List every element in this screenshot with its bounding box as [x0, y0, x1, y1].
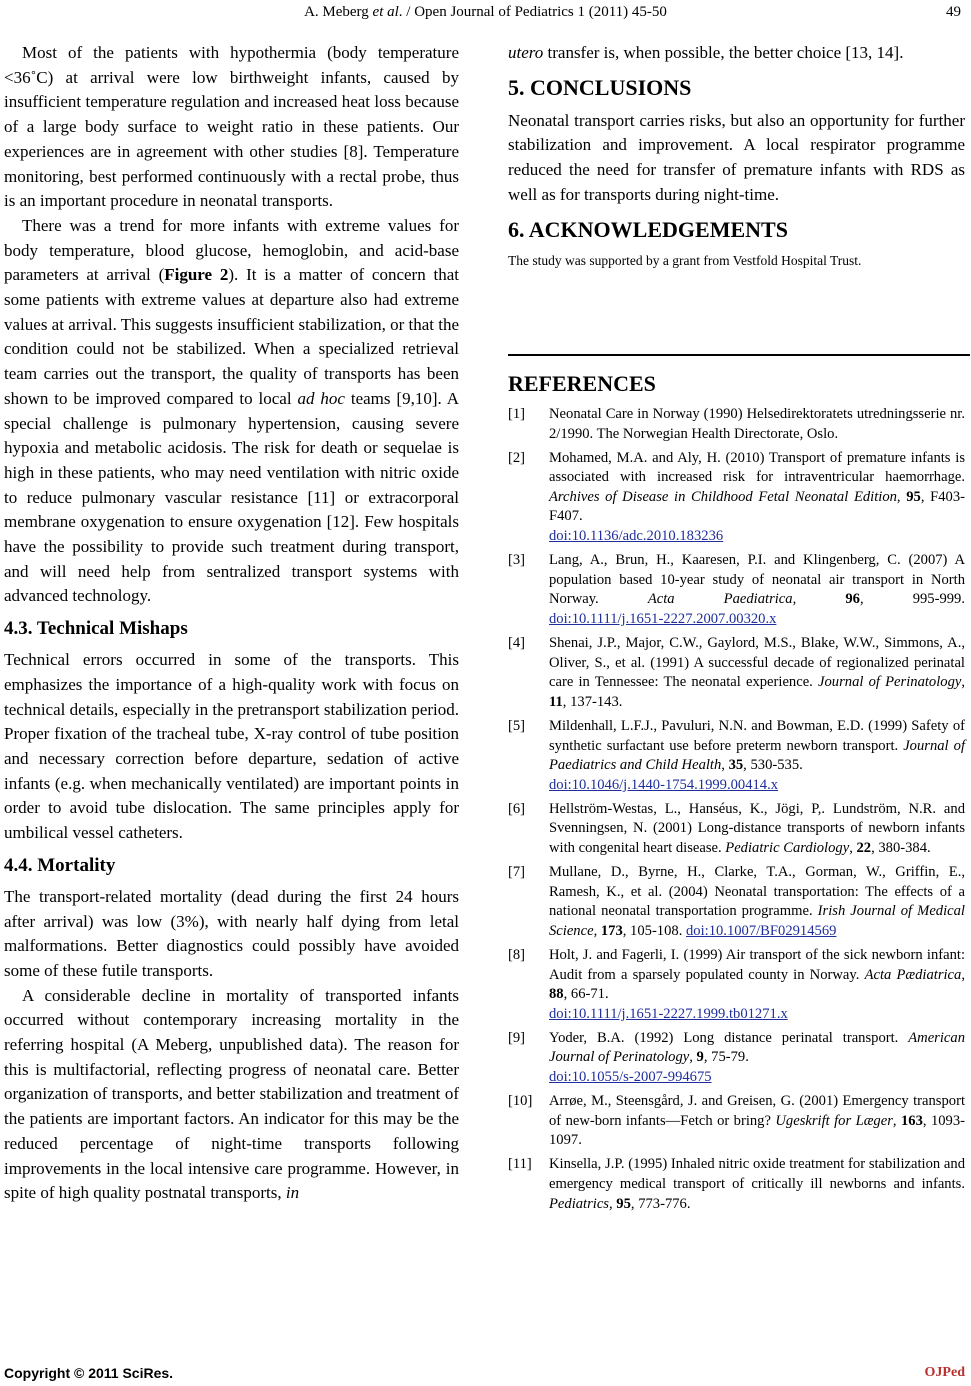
section-heading-acknowledgements: 6. ACKNOWLEDGEMENTS — [508, 216, 788, 242]
text-span: A considerable decline in mortality of transported infants occurred without contemporary increasing mortality in the referring hospital (A Meberg, unpublished data). The reason for this is multifactorial, reflecting progress of neonatal care. Better organization of transports, and better stabilization and treatment of the patients are important factors. An indicator for this may be the reduced percentage of night-time transports following improvements in the local intensive care programme. However, in spite of high quality postnatal transports, — [4, 985, 459, 1203]
text-span: , F403-F407. — [549, 488, 965, 525]
doi-link[interactable]: doi:10.1136/adc.2010.183236 — [549, 528, 724, 545]
reference-journal: Pediatrics — [549, 1195, 609, 1212]
reference-volume: 95 — [906, 488, 921, 505]
figure-reference: Figure 2 — [164, 265, 229, 285]
reference-number: [5] — [508, 717, 526, 734]
reference-volume: 9 — [696, 1049, 704, 1066]
text-span: , 995-999. — [859, 591, 966, 608]
running-head-authors: A. Meberg — [304, 4, 373, 20]
reference-volume: 163 — [900, 1112, 923, 1129]
text-span: Mohamed, M.A. and Aly, H. (2010) Transport of premature infants is associated with increased risk for intraventricular haemorrhage. — [549, 449, 965, 486]
reference-text — [549, 946, 965, 1024]
running-header — [0, 2, 971, 24]
paragraph-acknowledgements: The study was supported by a grant from Vestfold Hospital Trust. — [508, 252, 862, 268]
text-span: Mullane, D., Byrne, H., Clarke, T.A., Gorman, W., Griffin, E., Ramesh, K., et al. (2004) Neonatal transportation: The effects of a national neonatal transportation programme. — [549, 864, 965, 920]
reference-journal: American Journal of Perinatology — [549, 1029, 965, 1066]
reference-journal: Irish Journal of Medical Science — [549, 903, 965, 939]
text-span: Arrøe, M., Steensgård, J. and Greisen, G. (2001) Emergency transport of new-born infants—Fetch or bring? — [549, 1093, 965, 1129]
reference-text — [549, 863, 965, 941]
reference-text — [549, 1092, 965, 1151]
section-divider — [508, 354, 970, 356]
doi-link[interactable]: doi:10.1007/BF02914569 — [686, 922, 837, 939]
italic-term: in — [285, 1183, 300, 1203]
text-span: , — [689, 1049, 697, 1066]
reference-text — [549, 1029, 965, 1088]
journal-abbreviation: OJPed — [924, 1365, 965, 1380]
text-span: , — [721, 757, 729, 774]
text-span: Kinsella, J.P. (1995) Inhaled nitric oxide treatment for stabilization and emergency medical transport of critically ill newborns and infants. — [549, 1156, 965, 1192]
right-column — [508, 41, 965, 271]
paragraph-technical-errors: Technical errors occurred in some of the transports. This emphasizes the importance of a high-quality work with focus on technical details, especially in the pretransport stabilization period. Proper fixation of the tracheal tube, X-ray control of tube position and necessary correction before departure, sedation of active infants (e.g. when mechanically ventilated) are important points in order to avoid tube dislocation. The same principles apply for umbilical vessel catheters. — [4, 650, 459, 843]
text-span: Neonatal Care in Norway (1990) Helsedirektoratets utredningsserie nr. 2/1990. The Norwegian Health Directorate, Oslo. — [549, 406, 965, 442]
reference-volume: 22 — [856, 839, 872, 856]
running-head-etal: et al — [372, 4, 399, 20]
reference-volume: 88 — [549, 986, 564, 1003]
reference-item — [508, 717, 965, 795]
text-span: , — [849, 839, 857, 856]
paragraph-extreme-values — [4, 214, 459, 609]
running-head-journal: . / Open Journal of Pediatrics 1 (2011) 45-50 — [398, 4, 667, 20]
reference-number: [11] — [508, 1156, 532, 1173]
reference-journal: Archives of Disease in Childhood Fetal Neonatal Edition — [549, 488, 897, 505]
text-span: , — [892, 1112, 901, 1129]
left-column — [4, 41, 459, 1206]
text-span: Holt, J. and Fagerli, I. (1999) Air transport of the sick newborn infant: Audit from a sparsely populated county in Norway. — [549, 946, 965, 983]
reference-item — [508, 1092, 965, 1151]
reference-text — [549, 634, 965, 712]
reference-item — [508, 405, 965, 444]
paragraph-mortality: The transport-related mortality (dead during the first 24 hours after arrival) was low (3%), with nearly half dying from letal malformations. Better diagnostics could possibly have avoided some of these futile transports. — [4, 886, 459, 980]
reference-number: [4] — [508, 635, 526, 652]
text-span: Mildenhall, L.F.J., Pavuluri, N.N. and Bowman, E.D. (1999) Safety of synthetic surfactant use before preterm newborn transport. — [549, 717, 965, 754]
reference-volume: 11 — [549, 693, 563, 710]
reference-text — [549, 800, 965, 859]
reference-text — [549, 405, 965, 444]
doi-link[interactable]: doi:10.1111/j.1651-2227.1999.tb01271.x — [549, 1005, 788, 1022]
reference-item — [508, 1029, 965, 1088]
section-heading-technical-mishaps: 4.3. Technical Mishaps — [4, 618, 188, 640]
page-footer — [0, 1365, 971, 1385]
reference-volume: 96 — [845, 591, 860, 608]
paragraph-decline — [4, 984, 459, 1206]
reference-number: [10] — [508, 1093, 533, 1110]
section-heading-mortality: 4.4. Mortality — [4, 854, 116, 876]
reference-item — [508, 634, 965, 712]
text-span: ). It is a matter of concern that some patients with extreme values at departure also had extreme values at arrival. This suggests insufficient stabilization, or that the condition could not be stabilized. When a specialized retrieval team carries out the transport, the quality of transports has been shown to be improved compared to local — [4, 265, 459, 408]
paragraph-conclusions: Neonatal transport carries risks, but also an opportunity for further stabilization and improvement. A local respirator programme reduced the need for transfer of premature infants with RDS as well as for transports during night-time. — [508, 110, 965, 204]
reference-volume: 173 — [600, 922, 623, 939]
paragraph-hypothermia: Most of the patients with hypothermia (body temperature <36˚C) at arrival were low birthweight infants, caused by insufficient temperature regulation and increased heat loss because of a large body surface to weight ratio in these patients. Our experiences are in agreement with other studies [8]. Temperature monitoring, best performed continuously with a rectal probe, thus is an important procedure in neonatal transports. — [4, 43, 459, 211]
reference-item — [508, 551, 965, 629]
reference-item — [508, 1155, 965, 1214]
italic-term: ad hoc — [297, 388, 345, 408]
text-span: transfer is, when possible, the better choice [13, 14]. — [543, 43, 904, 62]
reference-number: [7] — [508, 864, 526, 881]
reference-journal: Ugeskrift for Læger — [775, 1112, 893, 1129]
text-span: , — [896, 488, 907, 505]
references-list — [508, 405, 965, 1219]
reference-number: [3] — [508, 552, 526, 569]
text-span: , — [593, 922, 601, 939]
doi-link[interactable]: doi:10.1046/j.1440-1754.1999.00414.x — [549, 776, 779, 793]
reference-journal: Acta Paediatrica — [647, 591, 793, 608]
text-span: , — [961, 674, 965, 691]
reference-item — [508, 449, 965, 547]
reference-text — [549, 717, 965, 795]
reference-text — [549, 551, 965, 629]
reference-volume: 95 — [616, 1195, 631, 1212]
references-heading: REFERENCES — [508, 371, 656, 396]
reference-number: [6] — [508, 800, 526, 817]
text-span: , — [609, 1195, 617, 1212]
reference-number: [1] — [508, 406, 526, 422]
page-number: 49 — [946, 4, 961, 20]
text-span: Hellström-Westas, L., Hanséus, K., Jögi, P,. Lundström, N.R. and Svenningsen, N. (2001) Long-distance transports of newborn infants with congenital heart disease. — [549, 800, 965, 856]
text-span: , 105-108. — [622, 922, 686, 939]
reference-item — [508, 946, 965, 1024]
text-span: Yoder, B.A. (1992) Long distance perinatal transport. — [549, 1029, 909, 1046]
text-span: teams [9,10]. A special challenge is pulmonary hypertension, causing severe hypoxia and metabolic acidosis. The risk for death or sequelae is high in these patients, who may need ventilation with nitric oxide to reduce pulmonary vascular resistance [11] or extracorporal membrane oxygenation to ensure oxygenation [12]. Few hospitals have the possibility to provide such treatment during transport, and will need help from sentralized transport systems with advanced technology. — [4, 388, 459, 606]
reference-item — [508, 863, 965, 941]
text-span: , 1093-1097. — [549, 1112, 965, 1149]
paragraph-utero-continued — [508, 41, 965, 66]
reference-text — [549, 449, 965, 547]
doi-link[interactable]: doi:10.1111/j.1651-2227.2007.00320.x — [549, 610, 777, 627]
reference-journal: Journal of Perinatology — [818, 674, 962, 691]
text-span: , — [792, 591, 846, 608]
doi-link[interactable]: doi:10.1055/s-2007-994675 — [549, 1069, 712, 1085]
reference-volume: 35 — [728, 757, 744, 774]
text-span: Shenai, J.P., Major, C.W., Gaylord, M.S., Blake, W.W., Simmons, A., Oliver, S., et al. (1991) A successful decade of regionalized perinatal care in Tennessee: The neonatal experience. — [549, 635, 965, 691]
text-span: , 75-79. — [703, 1049, 749, 1066]
reference-journal: Journal of Paediatrics and Child Health — [549, 737, 965, 774]
text-span: , 137-143. — [562, 693, 623, 710]
copyright-notice: Copyright © 2011 SciRes. — [4, 1365, 174, 1381]
text-span: , 380-384. — [871, 839, 931, 856]
text-span: , 66-71. — [563, 986, 609, 1003]
text-span: There was a trend for more infants with extreme values for body temperature, blood glucose, hemoglobin, and acid-base parameters at arrival ( — [4, 215, 459, 285]
text-span: , — [961, 966, 965, 983]
reference-number: [9] — [508, 1029, 526, 1046]
text-span: , 530-535. — [743, 757, 803, 774]
section-heading-conclusions: 5. CONCLUSIONS — [508, 74, 692, 100]
reference-number: [8] — [508, 946, 526, 963]
text-span: , 773-776. — [630, 1195, 691, 1212]
text-span: Lang, A., Brun, H., Kaaresen, P.I. and Klingenberg, C. (2007) A population based 10-year study of neonatal air transport in North Norway. — [549, 552, 965, 608]
reference-text — [549, 1155, 965, 1214]
reference-journal: Pediatric Cardiology — [725, 839, 850, 856]
reference-item — [508, 800, 965, 859]
reference-number: [2] — [508, 449, 526, 466]
running-head — [0, 2, 971, 22]
reference-journal: Acta Pædiatrica — [864, 966, 962, 983]
italic-term: utero — [508, 43, 544, 62]
